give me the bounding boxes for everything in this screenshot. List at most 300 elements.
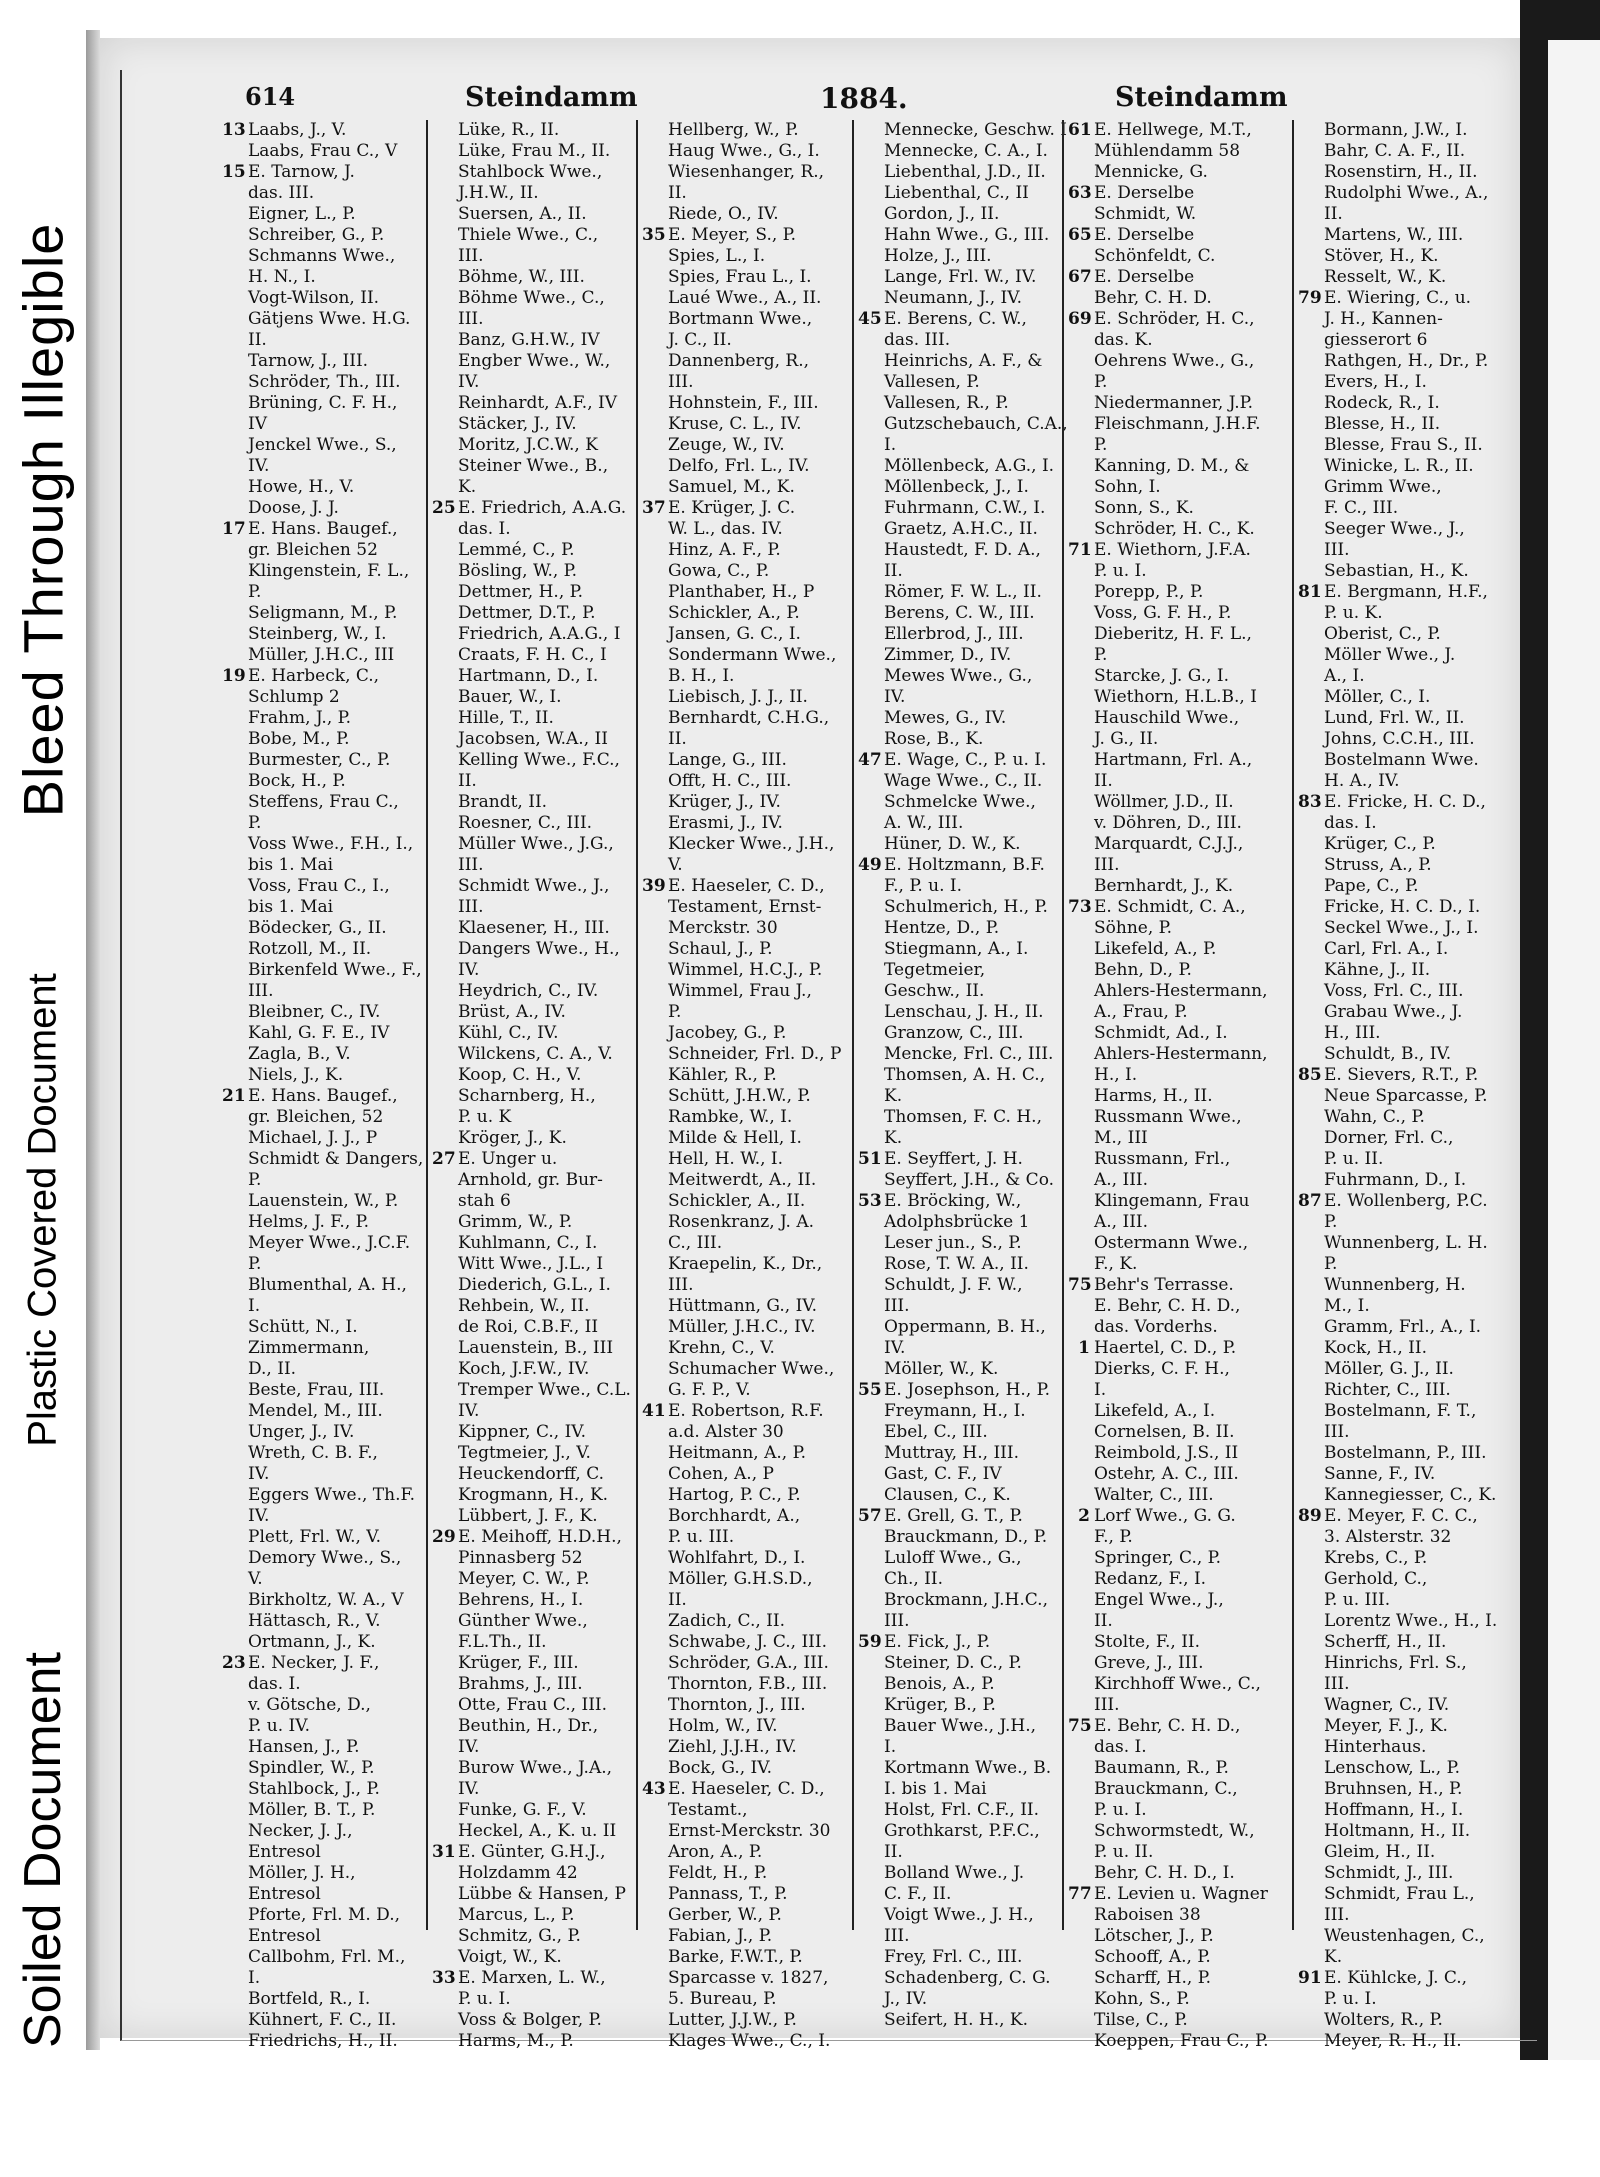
resident-text: P. u. III. xyxy=(668,1527,735,1547)
resident-text: Resselt, W., K. xyxy=(1324,267,1447,287)
directory-entry xyxy=(222,1590,422,1611)
resident-text: Eggers Wwe., Th.F. xyxy=(248,1485,416,1505)
directory-entry xyxy=(222,2031,422,2052)
directory-entry xyxy=(858,456,1058,477)
resident-text: Sohn, I. xyxy=(1094,477,1161,497)
resident-text: Söhne, P. xyxy=(1094,918,1173,938)
directory-entry xyxy=(222,204,422,225)
directory-entry xyxy=(858,855,1058,876)
house-number: 49 xyxy=(858,855,882,875)
resident-text: Krogmann, H., K. xyxy=(458,1485,609,1505)
directory-entry xyxy=(432,1086,632,1107)
directory-entry xyxy=(1298,1464,1513,1485)
resident-text: P. u. K. xyxy=(1324,603,1383,623)
directory-entry xyxy=(222,1968,422,1989)
directory-entry xyxy=(1298,435,1513,456)
resident-text: Entresol xyxy=(248,1842,321,1862)
directory-entry xyxy=(432,1191,632,1212)
directory-entry xyxy=(858,1968,1058,1989)
directory-entry xyxy=(1068,708,1288,729)
house-number: 25 xyxy=(432,498,456,518)
directory-entry xyxy=(1298,225,1513,246)
resident-text: Voss, Frl. C., III. xyxy=(1324,981,1464,1001)
resident-text: Behrens, H., I. xyxy=(458,1590,584,1610)
resident-text: Spies, Frau L., I. xyxy=(668,267,812,287)
resident-text: Stiegmann, A., I. xyxy=(884,939,1029,959)
resident-text: Hinrichs, Frl. S., xyxy=(1324,1653,1467,1673)
resident-text: Gast, C. F., IV xyxy=(884,1464,1002,1484)
resident-text: Bostelmann, F. T., xyxy=(1324,1401,1477,1421)
directory-entry xyxy=(1068,498,1288,519)
directory-entry xyxy=(432,834,632,855)
directory-entry xyxy=(1298,1275,1513,1296)
resident-text: Wiesenhanger, R., xyxy=(668,162,825,182)
resident-text: Wunnenberg, H. xyxy=(1324,1275,1466,1295)
directory-entry xyxy=(858,540,1058,561)
directory-entry xyxy=(432,1548,632,1569)
directory-entry xyxy=(432,792,632,813)
resident-text: Clausen, C., K. xyxy=(884,1485,1011,1505)
resident-text: Schmidt, Frau L., xyxy=(1324,1884,1475,1904)
directory-entry xyxy=(642,2031,842,2052)
resident-text: Engber Wwe., W., xyxy=(458,351,611,371)
directory-entry xyxy=(858,1737,1058,1758)
directory-entry xyxy=(858,876,1058,897)
directory-entry xyxy=(222,1086,422,1107)
directory-entry xyxy=(642,939,842,960)
resident-text: II. xyxy=(1094,1611,1113,1631)
directory-entry xyxy=(432,141,632,162)
directory-entry xyxy=(1068,372,1288,393)
directory-entry xyxy=(222,1254,422,1275)
resident-text: K. xyxy=(884,1128,903,1148)
directory-entry xyxy=(222,624,422,645)
directory-entry xyxy=(1298,1338,1513,1359)
resident-text: gr. Bleichen 52 xyxy=(248,540,378,560)
directory-entry xyxy=(858,624,1058,645)
directory-entry xyxy=(222,1884,422,1905)
resident-text: Carl, Frl. A., I. xyxy=(1324,939,1449,959)
directory-entry xyxy=(642,708,842,729)
directory-entry xyxy=(858,1401,1058,1422)
resident-text: Rudolphi Wwe., A., xyxy=(1324,183,1489,203)
directory-entry xyxy=(858,246,1058,267)
directory-entry xyxy=(642,981,842,1002)
directory-entry xyxy=(432,1401,632,1422)
resident-text: Voigt Wwe., J. H., xyxy=(884,1905,1034,1925)
directory-entry xyxy=(1068,897,1288,918)
resident-text: Seeger Wwe., J., xyxy=(1324,519,1465,539)
resident-text: Steiner, D. C., P. xyxy=(884,1653,1022,1673)
directory-entry xyxy=(858,267,1058,288)
resident-text: Kippner, C., IV. xyxy=(458,1422,587,1442)
directory-entry xyxy=(1298,1590,1513,1611)
resident-text: Michael, J. J., P xyxy=(248,1128,378,1148)
resident-text: Redanz, F., I. xyxy=(1094,1569,1207,1589)
directory-entry xyxy=(642,561,842,582)
directory-entry xyxy=(1298,561,1513,582)
directory-entry xyxy=(1068,351,1288,372)
resident-text: Kelling Wwe., F.C., xyxy=(458,750,620,770)
resident-text: Gramm, Frl., A., I. xyxy=(1324,1317,1482,1337)
directory-entry xyxy=(1068,1779,1288,1800)
resident-text: P. xyxy=(248,582,262,602)
resident-text: Bormann, J.W., I. xyxy=(1324,120,1468,140)
resident-text: Schütt, J.H.W., P. xyxy=(668,1086,811,1106)
resident-text: Berens, C. W., III. xyxy=(884,603,1035,623)
directory-entry xyxy=(642,267,842,288)
resident-text: IV. xyxy=(248,456,270,476)
directory-entry xyxy=(858,1338,1058,1359)
directory-entry xyxy=(222,1485,422,1506)
resident-text: bis 1. Mai xyxy=(248,855,334,875)
resident-text: Schröder, H. C., K. xyxy=(1094,519,1255,539)
resident-text: P. xyxy=(1324,1212,1338,1232)
right-street-heading: Steindamm xyxy=(1115,82,1288,113)
resident-text: Rose, T. W. A., II. xyxy=(884,1254,1029,1274)
house-number: 65 xyxy=(1068,225,1092,245)
directory-entry xyxy=(222,1296,422,1317)
resident-text: Friedrich, A.A.G., I xyxy=(458,624,621,644)
directory-entry xyxy=(642,750,842,771)
resident-text: Rotzoll, M., II. xyxy=(248,939,372,959)
directory-entry xyxy=(1068,1485,1288,1506)
resident-text: Lund, Frl. W., II. xyxy=(1324,708,1465,728)
directory-entry xyxy=(858,771,1058,792)
directory-entry xyxy=(1298,1842,1513,1863)
resident-text: IV. xyxy=(458,1401,480,1421)
resident-text: Kraepelin, K., Dr., xyxy=(668,1254,823,1274)
directory-entry xyxy=(1298,1254,1513,1275)
resident-text: Thomsen, A. H. C., xyxy=(884,1065,1046,1085)
resident-text: E. Berens, C. W., xyxy=(884,309,1027,329)
directory-entry xyxy=(222,1779,422,1800)
resident-text: Evers, H., I. xyxy=(1324,372,1427,392)
resident-text: M., I. xyxy=(1324,1296,1370,1316)
directory-entry xyxy=(432,1275,632,1296)
directory-entry xyxy=(1068,1065,1288,1086)
directory-entry xyxy=(1068,666,1288,687)
resident-text: Howe, H., V. xyxy=(248,477,355,497)
directory-entry xyxy=(642,582,842,603)
resident-text: Meyer, F. J., K. xyxy=(1324,1716,1448,1736)
directory-entry xyxy=(432,1926,632,1947)
resident-text: Dierks, C. F. H., xyxy=(1094,1359,1230,1379)
resident-text: Ebel, C., III. xyxy=(884,1422,988,1442)
directory-entry xyxy=(642,918,842,939)
house-number: 91 xyxy=(1298,1968,1322,1988)
directory-entry xyxy=(432,435,632,456)
resident-text: Borchhardt, A., xyxy=(668,1506,801,1526)
directory-entry xyxy=(642,876,842,897)
resident-text: Mendel, M., III. xyxy=(248,1401,383,1421)
directory-entry xyxy=(1068,582,1288,603)
directory-entry xyxy=(1068,1338,1288,1359)
directory-entry xyxy=(222,393,422,414)
resident-text: E. Hans. Baugef., xyxy=(248,1086,398,1106)
resident-text: Fleischmann, J.H.F. xyxy=(1094,414,1261,434)
resident-text: Mewes, G., IV. xyxy=(884,708,1007,728)
directory-entry xyxy=(858,603,1058,624)
resident-text: Schickler, A., II. xyxy=(668,1191,806,1211)
resident-text: Schuldt, J. F. W., xyxy=(884,1275,1023,1295)
directory-entry xyxy=(222,1527,422,1548)
resident-text: Funke, G. F., V. xyxy=(458,1800,587,1820)
resident-text: Wimmel, Frau J., xyxy=(668,981,812,1001)
directory-column-2 xyxy=(432,120,632,2051)
directory-entry xyxy=(1068,435,1288,456)
directory-entry xyxy=(642,1926,842,1947)
resident-text: Kohn, S., P. xyxy=(1094,1989,1190,2009)
directory-entry xyxy=(1068,540,1288,561)
resident-text: J. H., Kannen- xyxy=(1324,309,1443,329)
resident-text: E. Bröcking, W., xyxy=(884,1191,1022,1211)
resident-text: Kortmann Wwe., B. xyxy=(884,1758,1052,1778)
resident-text: giesserort 6 xyxy=(1324,330,1428,350)
directory-entry xyxy=(642,1611,842,1632)
directory-entry xyxy=(1068,771,1288,792)
directory-entry xyxy=(432,1128,632,1149)
directory-entry xyxy=(1068,2010,1288,2031)
resident-text: P. xyxy=(248,813,262,833)
directory-entry xyxy=(1298,1359,1513,1380)
resident-text: Bruhnsen, H., P. xyxy=(1324,1779,1463,1799)
resident-text: Lötscher, J., P. xyxy=(1094,1926,1214,1946)
resident-text: Demory Wwe., S., xyxy=(248,1548,402,1568)
resident-text: Hättasch, R., V. xyxy=(248,1611,381,1631)
resident-text: Brauckmann, C., xyxy=(1094,1779,1238,1799)
resident-text: Laué Wwe., A., II. xyxy=(668,288,822,308)
directory-entry xyxy=(222,1002,422,1023)
resident-text: II. xyxy=(1324,204,1343,224)
directory-entry xyxy=(642,771,842,792)
directory-entry xyxy=(1298,204,1513,225)
resident-text: E. Grell, G. T., P. xyxy=(884,1506,1023,1526)
directory-entry xyxy=(1068,1758,1288,1779)
directory-entry xyxy=(222,1758,422,1779)
resident-text: Samuel, M., K. xyxy=(668,477,795,497)
directory-entry xyxy=(1068,1002,1288,1023)
resident-text: Böhme Wwe., C., xyxy=(458,288,605,308)
directory-entry xyxy=(642,1821,842,1842)
directory-entry xyxy=(1068,267,1288,288)
resident-text: Neumann, J., IV. xyxy=(884,288,1022,308)
resident-text: B. H., I. xyxy=(668,666,735,686)
directory-entry xyxy=(642,351,842,372)
resident-text: E. Seyffert, J. H. xyxy=(884,1149,1023,1169)
resident-text: Fabian, J., P. xyxy=(668,1926,773,1946)
resident-text: das. III. xyxy=(248,183,315,203)
directory-entry xyxy=(1298,1086,1513,1107)
resident-text: Tilse, C., P. xyxy=(1094,2010,1188,2030)
resident-text: Stöver, H., K. xyxy=(1324,246,1439,266)
directory-entry xyxy=(1298,1884,1513,1905)
directory-entry xyxy=(1298,771,1513,792)
resident-text: Zimmer, D., IV. xyxy=(884,645,1012,665)
directory-entry xyxy=(642,1086,842,1107)
label-sidebar xyxy=(0,0,86,2060)
resident-text: Vallesen, P. xyxy=(884,372,980,392)
resident-text: Hüttmann, G., IV. xyxy=(668,1296,818,1316)
resident-text: I. xyxy=(884,1737,897,1757)
resident-text: W. L., das. IV. xyxy=(668,519,783,539)
resident-text: Haustedt, F. D. A., xyxy=(884,540,1041,560)
directory-entry xyxy=(858,1989,1058,2010)
resident-text: das. III. xyxy=(884,330,951,350)
directory-entry xyxy=(858,1380,1058,1401)
resident-text: E. Meyer, F. C. C., xyxy=(1324,1506,1478,1526)
resident-text: P. u. IV. xyxy=(248,1716,310,1736)
resident-text: Tarnow, J., III. xyxy=(248,351,369,371)
resident-text: III. xyxy=(1094,1695,1120,1715)
directory-entry xyxy=(432,1674,632,1695)
directory-entry xyxy=(432,1947,632,1968)
resident-text: Müller, J.H.C., III xyxy=(248,645,395,665)
resident-text: das. K. xyxy=(1094,330,1153,350)
resident-text: Beuthin, H., Dr., xyxy=(458,1716,599,1736)
directory-entry xyxy=(432,540,632,561)
directory-entry xyxy=(858,141,1058,162)
directory-entry xyxy=(858,1212,1058,1233)
directory-entry xyxy=(858,1863,1058,1884)
directory-entry xyxy=(1298,1569,1513,1590)
directory-entry xyxy=(642,309,842,330)
resident-text: Reinhardt, A.F., IV xyxy=(458,393,618,413)
directory-entry xyxy=(432,1233,632,1254)
resident-text: Schumacher Wwe., xyxy=(668,1359,835,1379)
resident-text: Lauenstein, B., III xyxy=(458,1338,614,1358)
directory-entry xyxy=(1298,834,1513,855)
directory-entry xyxy=(642,456,842,477)
resident-text: Pannass, T., P. xyxy=(668,1884,788,1904)
directory-entry xyxy=(858,981,1058,1002)
directory-entry xyxy=(858,477,1058,498)
resident-text: Stolte, F., II. xyxy=(1094,1632,1201,1652)
resident-text: II. xyxy=(668,183,687,203)
directory-column-1 xyxy=(222,120,424,2051)
resident-text: das. I. xyxy=(458,519,511,539)
resident-text: III. xyxy=(458,309,484,329)
resident-text: III. xyxy=(248,981,274,1001)
directory-entry xyxy=(432,1779,632,1800)
resident-text: I. xyxy=(248,1296,261,1316)
house-number: 57 xyxy=(858,1506,882,1526)
resident-text: Muttray, H., III. xyxy=(884,1443,1020,1463)
directory-entry xyxy=(432,1527,632,1548)
resident-text: Kannegiesser, C., K. xyxy=(1324,1485,1497,1505)
directory-entry xyxy=(222,1548,422,1569)
directory-entry xyxy=(432,729,632,750)
directory-entry xyxy=(432,183,632,204)
directory-entry xyxy=(1068,1926,1288,1947)
directory-entry xyxy=(222,1905,422,1926)
directory-entry xyxy=(222,1191,422,1212)
resident-text: Russmann Wwe., xyxy=(1094,1107,1242,1127)
directory-entry xyxy=(642,666,842,687)
directory-entry xyxy=(1068,645,1288,666)
resident-text: Voss, G. F. H., P. xyxy=(1094,603,1232,623)
directory-entry xyxy=(222,288,422,309)
house-number: 77 xyxy=(1068,1884,1092,1904)
directory-entry xyxy=(222,645,422,666)
resident-text: Planthaber, H., P xyxy=(668,582,815,602)
directory-entry xyxy=(1068,1800,1288,1821)
house-number: 17 xyxy=(222,519,246,539)
resident-text: Schadenberg, C. G. xyxy=(884,1968,1051,1988)
directory-entry xyxy=(222,1674,422,1695)
directory-entry xyxy=(432,498,632,519)
resident-text: P. u. I. xyxy=(458,1989,511,2009)
directory-entry xyxy=(1298,1023,1513,1044)
directory-entry xyxy=(858,1590,1058,1611)
directory-entry xyxy=(858,666,1058,687)
resident-text: II. xyxy=(668,1590,687,1610)
directory-entry xyxy=(1298,288,1513,309)
resident-text: Kruse, C. L., IV. xyxy=(668,414,802,434)
resident-text: Necker, J. J., xyxy=(248,1821,353,1841)
directory-entry xyxy=(222,855,422,876)
directory-entry xyxy=(642,1548,842,1569)
resident-text: Starcke, J. G., I. xyxy=(1094,666,1230,686)
resident-text: Helms, J. F., P. xyxy=(248,1212,370,1232)
resident-text: II. xyxy=(668,729,687,749)
directory-entry xyxy=(858,1128,1058,1149)
directory-entry xyxy=(432,372,632,393)
resident-text: Offt, H. C., III. xyxy=(668,771,792,791)
resident-text: Kuhlmann, C., I. xyxy=(458,1233,598,1253)
resident-text: Hansen, J., P. xyxy=(248,1737,360,1757)
directory-column-5 xyxy=(1068,120,1288,2051)
directory-entry xyxy=(222,1863,422,1884)
directory-entry xyxy=(432,603,632,624)
resident-text: Zimmermann, xyxy=(248,1338,370,1358)
directory-entry xyxy=(222,435,422,456)
directory-entry xyxy=(858,309,1058,330)
directory-entry xyxy=(222,456,422,477)
directory-entry xyxy=(1068,1191,1288,1212)
resident-text: Entresol xyxy=(248,1926,321,1946)
house-number: 45 xyxy=(858,309,882,329)
resident-text: Jansen, G. C., I. xyxy=(668,624,801,644)
directory-entry xyxy=(222,540,422,561)
resident-text: E. Josephson, H., P. xyxy=(884,1380,1051,1400)
resident-text: Wagner, C., IV. xyxy=(1324,1695,1450,1715)
resident-text: K. xyxy=(458,477,477,497)
directory-entry xyxy=(222,225,422,246)
resident-text: II. xyxy=(884,1842,903,1862)
directory-entry xyxy=(1068,981,1288,1002)
directory-entry xyxy=(858,1422,1058,1443)
directory-entry xyxy=(222,519,422,540)
directory-entry xyxy=(1298,666,1513,687)
resident-text: E. Haeseler, C. D., xyxy=(668,1779,825,1799)
house-number: 53 xyxy=(858,1191,882,1211)
directory-entry xyxy=(1068,1548,1288,1569)
house-number: 79 xyxy=(1298,288,1322,308)
resident-text: Thomsen, F. C. H., xyxy=(884,1107,1042,1127)
directory-entry xyxy=(432,1338,632,1359)
directory-entry xyxy=(432,645,632,666)
directory-entry xyxy=(222,120,422,141)
resident-text: Jacobey, G., P. xyxy=(668,1023,787,1043)
directory-entry xyxy=(642,372,842,393)
directory-entry xyxy=(222,1149,422,1170)
directory-entry xyxy=(858,120,1068,141)
directory-entry xyxy=(1298,540,1513,561)
directory-entry xyxy=(432,1002,632,1023)
directory-entry xyxy=(1068,1359,1288,1380)
resident-text: E. Krüger, J. C. xyxy=(668,498,796,518)
